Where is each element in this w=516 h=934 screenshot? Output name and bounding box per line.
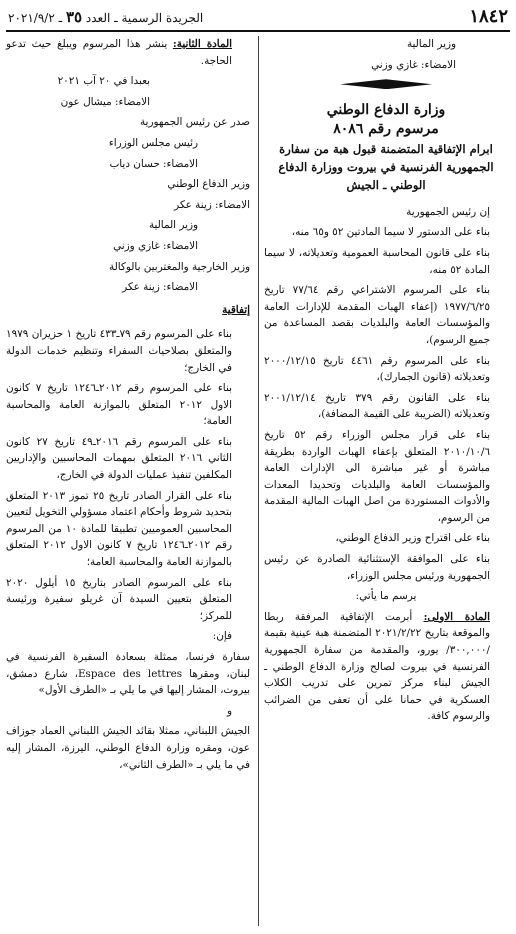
- left-column: [6, 36, 250, 777]
- defence-minister-signature: الامضاء: زينة عكر: [174, 198, 250, 211]
- intro-line: إن رئيس الجمهورية: [406, 205, 490, 218]
- recital: بناء على المرسوم الاشتراعي رقم ٧٧/٦٤ تاريخ ١٩٧٧/٦/٢٥ (إعفاء الهبات المقدمة للإدارات العامة والمؤسسات العامة والبلديات بقصد المساعدة من جميع الرسوم)،: [264, 284, 490, 346]
- pm-signature: الامضاء: حسان دياب: [109, 157, 198, 170]
- whereas-line: فإن:: [212, 630, 232, 643]
- right-column: [264, 36, 508, 729]
- and-line: و: [226, 704, 232, 717]
- agreement-heading: إتفاقية: [222, 303, 250, 316]
- signature-name: الامضاء: غازي وزني: [371, 58, 456, 71]
- place-date: بعبدا في ٢٠ آب ٢٠٢١: [57, 75, 150, 88]
- decrees-line: يرسم ما يأتي:: [355, 590, 417, 603]
- decree-number: مرسوم رقم ٨٠٨٦: [333, 121, 439, 138]
- column-divider: [258, 36, 259, 926]
- agreement-recital: بناء على المرسوم رقم ٧٩ـ٤٣٣ تاريخ ١ حزيران ١٩٧٩ والمتعلق بصلاحيات السفراء وتنظيم خدمات الدولة في الخارج؛: [6, 328, 232, 374]
- second-party: الجيش اللبناني، ممثلا بقائد الجيش اللبناني العماد جوزاف عون، ومقره وزارة الدفاع الوطني، اليرزة، المشار إليه في ما يلي بـ «الطرف الثاني»،: [6, 725, 250, 771]
- president-signature: الامضاء: ميشال عون: [60, 95, 150, 108]
- recital: بناء على اقتراح وزير الدفاع الوطني،: [335, 532, 490, 545]
- pm-title: رئيس مجلس الوزراء: [108, 136, 198, 149]
- issue-number: ٣٥: [65, 8, 83, 26]
- agreement-recital: بناء على المرسوم رقم ٢٠١٢ـ١٢٤٦ تاريخ ٧ كانون الاول ٢٠١٢ المتعلق بالموازنة العامة والمحاسبة العامة؛: [6, 382, 232, 428]
- article-text: ينشر هذا المرسوم ويبلغ حيث تدعو الحاجة.: [6, 38, 232, 67]
- recital: بناء على الدستور لا سيما المادتين ٥٢ و٦٥ منه،: [291, 226, 490, 239]
- foreign-minister-signature: الامضاء: زينة عكر: [122, 281, 198, 294]
- separator-ornament: [340, 79, 432, 89]
- defence-minister-title: وزير الدفاع الوطني: [167, 178, 250, 191]
- finance-minister-title: وزير المالية: [148, 219, 198, 232]
- agreement-recital: بناء على القرار الصادر تاريخ ٢٥ تموز ٢٠١٣ المتعلق بتحديد شروط وأحكام اعتماد مسؤولي التخويل لتعيين المحاسبين العموميين تطبيقا للمادة ١٠ من المرسوم رقم ٢٠١٢ـ١٢٤٦ تاريخ ٧ كانون الاول ٢٠١٢ المتعلق بالموازنة العامة والمحاسبة العامة؛: [6, 489, 233, 569]
- journal-name: الجريدة الرسمية ـ العدد: [85, 11, 204, 25]
- article-label: المادة الثانية:: [172, 38, 232, 50]
- article-text: أبرمت الإتفاقية المرفقة ربطا والموقعة بتاريخ ٢٠٢١/٢/٢٢ المتضمنة هبة عينية بقيمة /٣٠٠,٠٠٠/ يورو، والمقدمة من سفارة الجمهورية الفرنسية في بيروت لصالح وزارة الدفاع الوطني ـ الجيش لبناء مركز تمرين على تدريب الكلاب العسكرية في حمانا على أن تعفى من الضرائب والرسوم كافة.: [264, 610, 490, 723]
- decree-subject: ابرام الإتفاقية المتضمنة قبول هبة من سفارة الجمهورية الفرنسية في بيروت ووزارة الدفاع الوطني ـ الجيش: [278, 141, 494, 192]
- agreement-recital: بناء على المرسوم رقم ٢٠١٦ـ٤٩ تاريخ ٢٧ كانون الثاني ٢٠١٦ المتعلق بمهمات المحاسبين والإداريين المكلفين تنفيذ عمليات الدولة في الخارج،: [6, 435, 232, 482]
- article-2: [6, 36, 250, 69]
- page-number: ١٨٤٢: [469, 6, 508, 27]
- page-header: [6, 4, 510, 30]
- signature-title: وزير المالية: [406, 38, 456, 50]
- article-label: المادة الاولى:: [423, 610, 490, 623]
- recital: بناء على قرار مجلس الوزراء رقم ٥٢ تاريخ ٢٠١٠/١٠/٦ المتعلق بإعفاء الهبات الواردة بطريقة مباشرة أو غير مباشرة الى الإدارات العامة والمؤسسات العامة والبلديات وتحديدا المعدات والأدوات المستوردة من اصل الهبات المالية المقدمة من الرسوم،: [264, 428, 490, 524]
- recital: بناء على قانون المحاسبة العمومية وتعديلاته، لا سيما المادة ٥٢ منه،: [264, 246, 490, 276]
- agreement-recital: بناء على المرسوم الصادر بتاريخ ١٥ أيلول ٢٠٢٠ المتعلق بتعيين السيدة آن غريلو سفيرة ورئيسة للمركز؛: [6, 576, 232, 622]
- journal-header: [8, 8, 203, 26]
- header-rule: [6, 30, 510, 32]
- recital: بناء على القانون رقم ٣٧٩ تاريخ ٢٠٠١/١٢/١٤ وتعديلاته (الضريبة على القيمة المضافة)،: [264, 391, 490, 421]
- finance-minister-signature: الامضاء: غازي وزني: [113, 239, 198, 252]
- issued-by: صدر عن رئيس الجمهورية: [139, 116, 250, 129]
- recital: بناء على الموافقة الإستثنائية الصادرة عن رئيس الجمهورية ورئيس مجلس الوزراء،: [264, 553, 490, 582]
- recital: بناء على المرسوم رقم ٤٤٦١ تاريخ ٢٠٠٠/١٢/١٥ وتعديلاته (قانون الجمارك)،: [264, 354, 490, 384]
- issue-date: ـ ٢٠٢١/٩/٢: [8, 11, 63, 25]
- ministry-title: وزارة الدفاع الوطني: [326, 102, 446, 119]
- first-party: سفارة فرنسا، ممثلة بسعادة السفيرة الفرنسية في لبنان، ومقرها Espace des lettres، شارع دمشق، بيروت، المشار إليها في ما يلي بـ «الطرف الأول»: [6, 651, 250, 697]
- foreign-minister-title: وزير الخارجية والمغتربين بالوكالة: [109, 260, 250, 273]
- article-1: [264, 609, 508, 725]
